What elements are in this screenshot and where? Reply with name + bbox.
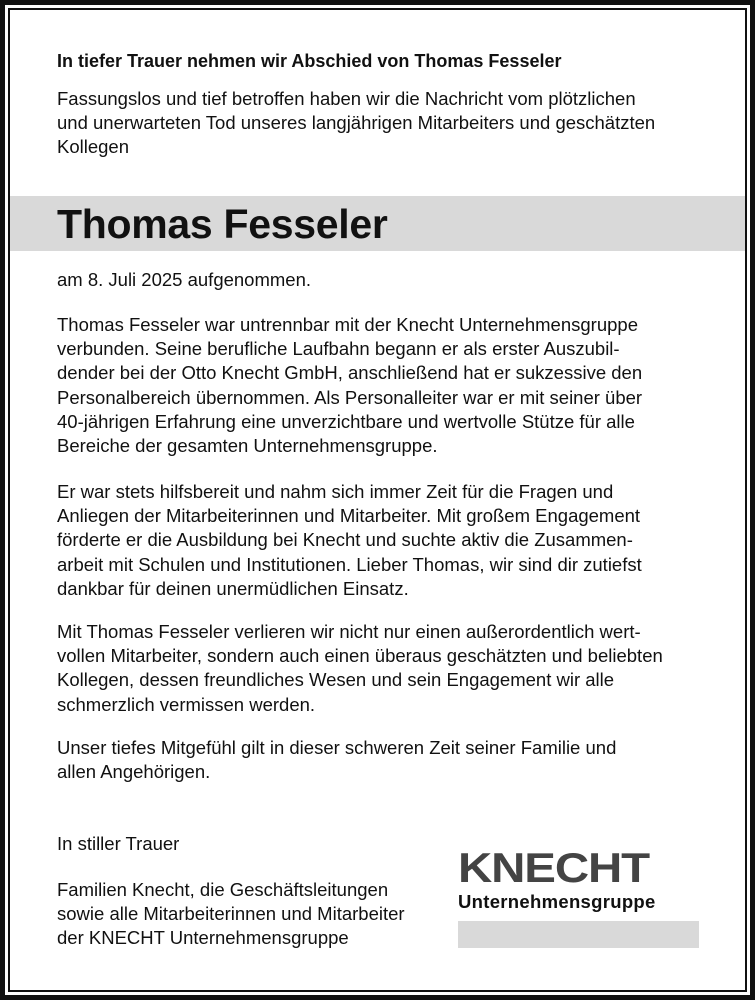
text-line: dankbar für deinen unermüdlichen Einsatz. [57,577,409,599]
text-line: und unerwarteten Tod unseres langjährigen Mitarbeiters und geschätzten [57,112,656,134]
text-line: Kollegen [57,136,130,158]
paragraph-3 [57,620,663,717]
text-line: Personalbereich übernommen. Als Personalleiter war er mit seiner über [57,386,643,408]
text-line: Familien Knecht, die Geschäftsleitungen [57,879,389,900]
text-line: verbunden. Seine berufliche Laufbahn begann er als erster Auszubil- [57,338,620,360]
text-line: Thomas Fesseler war untrennbar mit der Knecht Unternehmensgruppe [57,314,638,335]
text-line: allen Angehörigen. [57,761,211,783]
paragraph-1 [57,313,642,458]
closing [57,832,179,856]
text-line: Fassungslos und tief betroffen haben wir die Nachricht vom plötzlichen [57,88,636,109]
text-line: Kollegen, dessen freundliches Wesen und sein Engagement wir alle [57,669,615,691]
text-line: förderte er die Ausbildung bei Knecht und suchte aktiv die Zusammen- [57,529,633,551]
text-line: vollen Mitarbeiter, sondern auch einen überaus geschätzten und beliebten [57,645,663,667]
logo-sub: Unternehmensgruppe [458,891,656,912]
text-line: Unser tiefes Mitgefühl gilt in dieser schweren Zeit seiner Familie und [57,737,617,758]
headline: In tiefer Trauer nehmen wir Abschied von Thomas Fesseler [57,51,562,71]
signature [57,878,405,951]
text-line: der KNECHT Unternehmensgruppe [57,927,349,949]
text-line: Bereiche der gesamten Unternehmensgruppe. [57,435,438,457]
logo-main: KNECHT [458,844,649,891]
logo-bar [458,921,699,948]
text-line: dender bei der Otto Knecht GmbH, anschließend hat er sukzessive den [57,362,643,384]
text-line: arbeit mit Schulen und Institutionen. Lieber Thomas, wir sind dir zutiefst [57,553,642,575]
intro-text [57,87,655,160]
paragraph-2 [57,480,642,601]
text-line: Mit Thomas Fesseler verlieren wir nicht nur einen außerordentlich wert- [57,621,641,642]
date-line [57,268,311,292]
knecht-logo [458,844,699,948]
text-line: Anliegen der Mitarbeiterinnen und Mitarbeiter. Mit großem Engagement [57,505,641,527]
text-line: am 8. Juli 2025 aufgenommen. [57,269,312,290]
paragraph-4 [57,736,616,784]
closing-text: In stiller Trauer [57,833,180,854]
text-line: 40-jährigen Erfahrung eine unverzichtbare und wertvolle Stütze für alle [57,410,635,432]
deceased-name: Thomas Fesseler [57,201,388,247]
text-line: sowie alle Mitarbeiterinnen und Mitarbeiter [57,903,405,925]
text-line: schmerzlich vermissen werden. [57,693,316,715]
text-line: Er war stets hilfsbereit und nahm sich immer Zeit für die Fragen und [57,481,614,502]
